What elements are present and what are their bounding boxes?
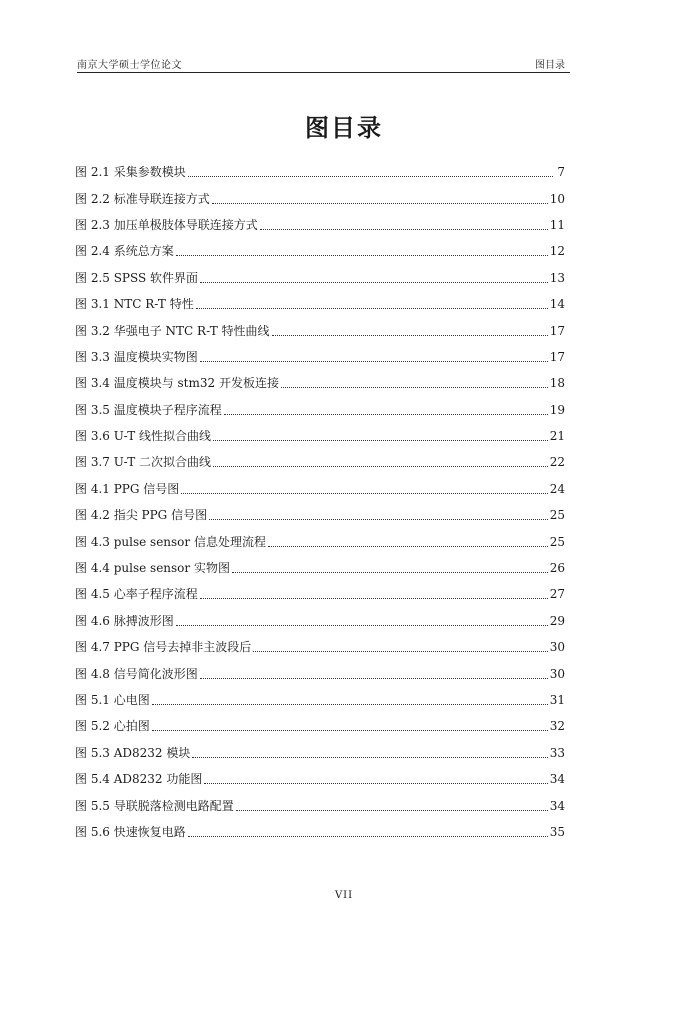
toc-entry-page: 12 bbox=[549, 244, 565, 259]
dot-leader bbox=[181, 492, 547, 494]
toc-entry-label: 图 2.1 采集参数模块 bbox=[75, 165, 186, 180]
dot-leader bbox=[200, 677, 548, 679]
dot-leader bbox=[224, 413, 548, 415]
toc-entry[interactable] bbox=[75, 370, 565, 396]
toc-entry-label: 图 5.5 导联脱落检测电路配置 bbox=[75, 798, 234, 813]
dot-leader bbox=[253, 650, 547, 652]
toc-entry[interactable] bbox=[75, 792, 565, 818]
dot-leader bbox=[260, 228, 548, 230]
dot-leader bbox=[236, 809, 548, 811]
toc-entry-page: 30 bbox=[549, 640, 565, 655]
toc-entry-page: 11 bbox=[549, 217, 565, 232]
toc-entry[interactable] bbox=[75, 687, 565, 713]
toc-entry[interactable] bbox=[75, 185, 565, 211]
toc-entry-label: 图 4.3 pulse sensor 信息处理流程 bbox=[75, 534, 266, 549]
toc-entry[interactable] bbox=[75, 819, 565, 845]
toc-entry-label: 图 3.1 NTC R-T 特性 bbox=[75, 297, 194, 312]
dot-leader bbox=[200, 597, 548, 599]
toc-entry-page: 14 bbox=[549, 297, 565, 312]
dot-leader bbox=[213, 439, 548, 441]
toc-entry-label: 图 4.2 指尖 PPG 信号图 bbox=[75, 508, 208, 523]
toc-entry-label: 图 4.1 PPG 信号图 bbox=[75, 481, 180, 496]
toc-entry[interactable] bbox=[75, 159, 565, 185]
toc-entry[interactable] bbox=[75, 212, 565, 238]
toc-entry-page: 19 bbox=[549, 402, 565, 417]
toc-entry-page: 22 bbox=[549, 455, 565, 470]
toc-entry-label: 图 3.4 温度模块与 stm32 开发板连接 bbox=[75, 376, 279, 391]
toc-entry[interactable] bbox=[75, 713, 565, 739]
toc-entry-label: 图 2.2 标准导联连接方式 bbox=[75, 191, 210, 206]
toc-entry-label: 图 4.7 PPG 信号去掉非主波段后 bbox=[75, 640, 252, 655]
toc-entry-label: 图 3.5 温度模块子程序流程 bbox=[75, 402, 222, 417]
figure-list bbox=[75, 159, 565, 845]
dot-leader bbox=[188, 175, 553, 177]
running-header-title: 南京大学硕士学位论文 bbox=[77, 60, 182, 71]
dot-leader bbox=[152, 729, 548, 731]
dot-leader bbox=[200, 281, 548, 283]
toc-entry[interactable] bbox=[75, 608, 565, 634]
header-divider bbox=[77, 72, 570, 73]
dot-leader bbox=[200, 360, 548, 362]
toc-entry-page: 25 bbox=[549, 534, 565, 549]
toc-entry-label: 图 4.6 脉搏波形图 bbox=[75, 613, 174, 628]
toc-entry[interactable] bbox=[75, 317, 565, 343]
dot-leader bbox=[196, 307, 548, 309]
toc-entry[interactable] bbox=[75, 660, 565, 686]
toc-entry-label: 图 3.2 华强电子 NTC R-T 特性曲线 bbox=[75, 323, 270, 338]
toc-entry-label: 图 5.2 心拍图 bbox=[75, 719, 150, 734]
toc-entry-label: 图 3.7 U-T 二次拟合曲线 bbox=[75, 455, 212, 470]
dot-leader bbox=[268, 545, 548, 547]
toc-entry[interactable] bbox=[75, 397, 565, 423]
dot-leader bbox=[232, 571, 548, 573]
dot-leader bbox=[272, 334, 548, 336]
toc-entry[interactable] bbox=[75, 344, 565, 370]
toc-entry-label: 图 2.4 系统总方案 bbox=[75, 244, 174, 259]
toc-entry[interactable] bbox=[75, 555, 565, 581]
toc-entry[interactable] bbox=[75, 449, 565, 475]
page-title: 图目录 bbox=[305, 114, 383, 142]
toc-entry-label: 图 4.5 心率子程序流程 bbox=[75, 587, 198, 602]
toc-entry-label: 图 2.5 SPSS 软件界面 bbox=[75, 270, 199, 285]
toc-entry-label: 图 5.4 AD8232 功能图 bbox=[75, 772, 203, 787]
dot-leader bbox=[152, 703, 548, 705]
dot-leader bbox=[213, 465, 548, 467]
dot-leader bbox=[176, 624, 548, 626]
toc-entry-label: 图 3.6 U-T 线性拟合曲线 bbox=[75, 429, 212, 444]
toc-entry-page: 30 bbox=[549, 666, 565, 681]
dot-leader bbox=[281, 386, 548, 388]
toc-entry-page: 29 bbox=[549, 613, 565, 628]
toc-entry-page: 31 bbox=[549, 693, 565, 707]
dot-leader bbox=[209, 518, 548, 520]
toc-entry-page: 32 bbox=[549, 719, 565, 734]
toc-entry[interactable] bbox=[75, 265, 565, 291]
toc-entry-page: 10 bbox=[549, 191, 565, 206]
dot-leader bbox=[188, 835, 548, 837]
toc-entry[interactable] bbox=[75, 502, 565, 528]
toc-entry-page: 35 bbox=[549, 824, 565, 839]
toc-entry-label: 图 5.1 心电图 bbox=[75, 693, 150, 707]
toc-entry-page: 17 bbox=[549, 323, 565, 338]
toc-entry-page: 24 bbox=[549, 481, 565, 496]
dot-leader bbox=[176, 254, 548, 256]
dot-leader bbox=[204, 782, 547, 784]
toc-entry-page: 34 bbox=[549, 772, 565, 787]
dot-leader bbox=[212, 202, 548, 204]
toc-entry-page: 25 bbox=[549, 508, 565, 523]
toc-entry-page: 13 bbox=[549, 270, 565, 285]
toc-entry-label: 图 2.3 加压单极肢体导联连接方式 bbox=[75, 217, 258, 232]
toc-entry-page: 27 bbox=[549, 587, 565, 602]
running-header-section: 图目录 bbox=[535, 60, 565, 71]
toc-entry-page: 7 bbox=[557, 165, 565, 180]
toc-entry-page: 21 bbox=[549, 429, 565, 444]
toc-entry[interactable] bbox=[75, 476, 565, 502]
toc-entry-label: 图 3.3 温度模块实物图 bbox=[75, 349, 198, 364]
toc-entry-page: 33 bbox=[549, 745, 565, 760]
toc-entry-label: 图 5.6 快速恢复电路 bbox=[75, 824, 186, 839]
toc-entry-page: 34 bbox=[549, 798, 565, 813]
toc-entry-label: 图 4.8 信号简化波形图 bbox=[75, 666, 198, 681]
dot-leader bbox=[192, 756, 547, 758]
toc-entry[interactable] bbox=[75, 423, 565, 449]
toc-entry[interactable] bbox=[75, 528, 565, 554]
toc-entry-page: 26 bbox=[549, 561, 565, 576]
toc-entry[interactable] bbox=[75, 238, 565, 264]
toc-entry-label: 图 4.4 pulse sensor 实物图 bbox=[75, 561, 230, 576]
toc-entry[interactable] bbox=[75, 634, 565, 660]
toc-entry[interactable] bbox=[75, 291, 565, 317]
toc-entry-page: 17 bbox=[549, 349, 565, 364]
toc-entry[interactable] bbox=[75, 740, 565, 766]
page-number: VII bbox=[334, 890, 354, 901]
toc-entry[interactable] bbox=[75, 766, 565, 792]
toc-entry-label: 图 5.3 AD8232 模块 bbox=[75, 745, 191, 760]
toc-entry[interactable] bbox=[75, 581, 565, 607]
toc-entry-page: 18 bbox=[549, 376, 565, 391]
